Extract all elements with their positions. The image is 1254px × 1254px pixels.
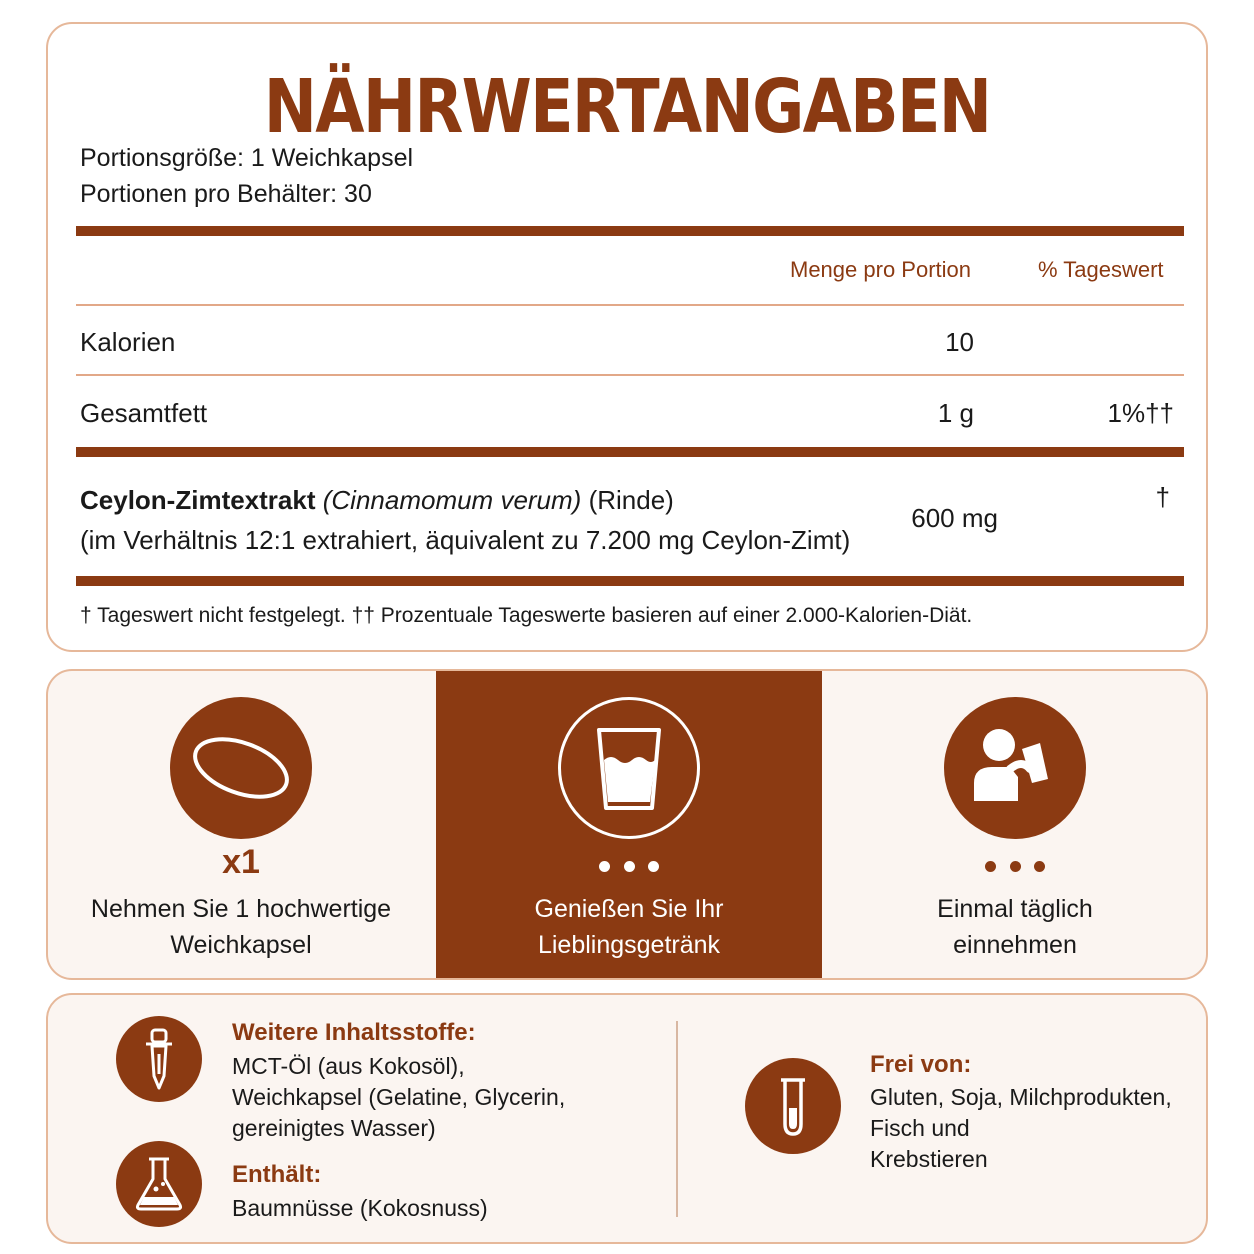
- ingredient-amount: 600 mg: [911, 503, 998, 533]
- step-1: [48, 671, 434, 980]
- ingredient-dv: †: [1155, 482, 1170, 512]
- divider-thick: [76, 447, 1184, 457]
- free-from-heading: Frei von:: [870, 1051, 972, 1078]
- step-1-quantity: x1: [222, 843, 260, 881]
- step-3: [822, 671, 1208, 980]
- row-dv-total-fat: 1%††: [1107, 398, 1174, 428]
- step-3-dots: [985, 861, 1045, 872]
- column-header-daily-value: % Tageswert: [1038, 257, 1164, 282]
- softgel-icon: [170, 697, 312, 839]
- ingredient-name: Ceylon-Zimtextrakt: [80, 485, 316, 515]
- step-3-text-line: Einmal täglich: [937, 895, 1093, 923]
- step-1-text-line: Weichkapsel: [170, 931, 312, 959]
- ingredients-info-panel: [46, 993, 1208, 1244]
- ingredient-description: [80, 480, 850, 560]
- step-1-text: [58, 891, 424, 963]
- row-label-calories: Kalorien: [80, 327, 176, 357]
- usage-steps-panel: [46, 669, 1208, 980]
- step-2: [436, 671, 822, 980]
- contains-heading: Enthält:: [232, 1161, 322, 1188]
- footnote: † Tageswert nicht festgelegt. †† Prozentuale Tageswerte basieren auf einer 2.000-Kalorien-Diät.: [80, 604, 973, 627]
- step-2-dots: [599, 861, 659, 872]
- serving-size: Portionsgröße: 1 Weichkapsel: [80, 144, 414, 172]
- ingredient-part: (Rinde): [588, 485, 674, 515]
- ingredient-detail: (im Verhältnis 12:1 extrahiert, äquivalent zu 7.200 mg Ceylon-Zimt): [80, 525, 851, 555]
- other-ingredients-heading: Weitere Inhaltsstoffe:: [232, 1019, 476, 1046]
- step-2-text-line: Lieblingsgetränk: [537, 931, 721, 959]
- vertical-divider: [676, 1021, 678, 1217]
- free-from-line: Krebstieren: [870, 1146, 988, 1172]
- divider-thin: [76, 374, 1184, 376]
- step-2-text-line: Genießen Sie Ihr: [534, 895, 724, 923]
- nutrition-facts-panel: [46, 22, 1208, 652]
- person-drinking-icon: [944, 697, 1086, 839]
- dropper-icon: [116, 1016, 202, 1102]
- contains-text: Baumnüsse (Kokosnuss): [232, 1195, 488, 1221]
- test-tube-icon: [745, 1058, 841, 1154]
- servings-per-container: Portionen pro Behälter: 30: [80, 180, 372, 208]
- page-title: NÄHRWERTANGABEN: [263, 64, 991, 150]
- divider-thin: [76, 304, 1184, 306]
- step-3-text-line: einnehmen: [953, 931, 1077, 959]
- other-ingredients-line: MCT-Öl (aus Kokosöl),: [232, 1053, 465, 1079]
- glass-icon: [558, 697, 700, 839]
- other-ingredients-text: [232, 1051, 565, 1144]
- other-ingredients-line: gereinigtes Wasser): [232, 1115, 436, 1141]
- free-from-line: Fisch und: [870, 1115, 970, 1141]
- free-from-line: Gluten, Soja, Milchprodukten,: [870, 1084, 1172, 1110]
- step-1-text-line: Nehmen Sie 1 hochwertige: [90, 895, 392, 923]
- divider-thick: [76, 576, 1184, 586]
- step-3-text: [832, 891, 1198, 963]
- column-header-amount: Menge pro Portion: [790, 257, 971, 282]
- free-from-text: [870, 1082, 1172, 1175]
- row-amount-calories: 10: [945, 327, 974, 357]
- row-label-total-fat: Gesamtfett: [80, 398, 208, 428]
- flask-icon: [116, 1141, 202, 1227]
- step-2-text: [446, 891, 812, 963]
- ingredient-latin-name: (Cinnamomum verum): [322, 485, 582, 515]
- other-ingredients-line: Weichkapsel (Gelatine, Glycerin,: [232, 1084, 566, 1110]
- row-amount-total-fat: 1 g: [937, 398, 974, 428]
- divider-thick: [76, 226, 1184, 236]
